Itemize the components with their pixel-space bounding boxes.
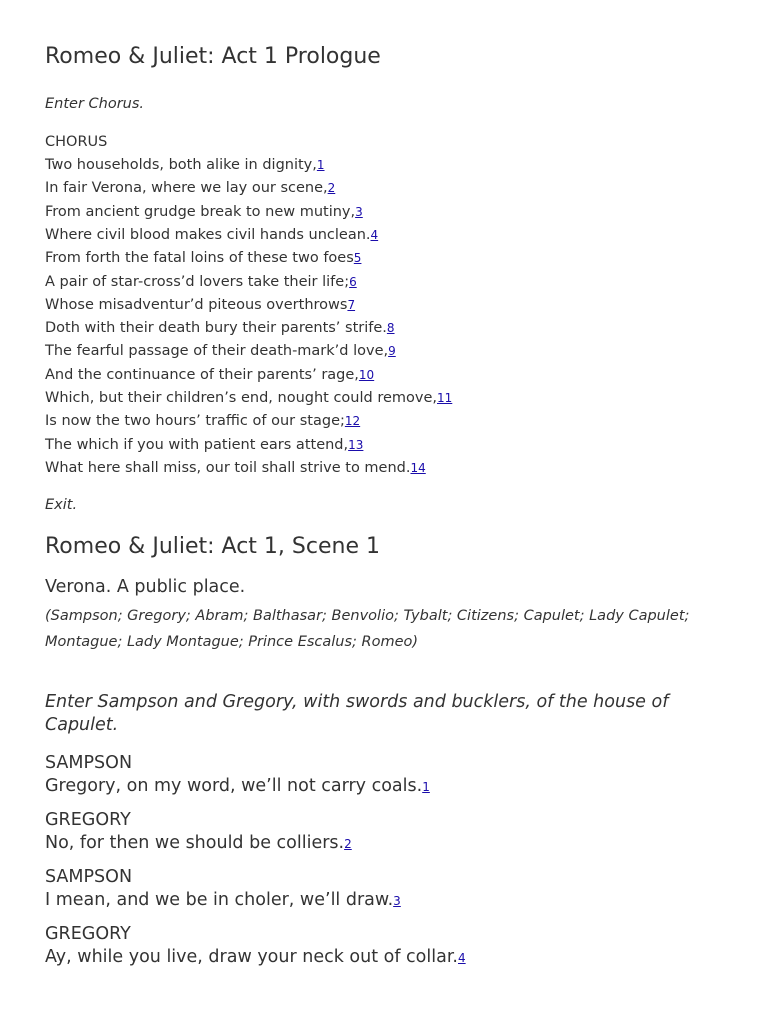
verse-line [45, 460, 426, 476]
dialogue-line [45, 890, 401, 910]
dialogue-line [45, 776, 430, 796]
footnote-link[interactable]: 10 [358, 368, 375, 382]
chorus-speaker: CHORUS [45, 134, 108, 150]
verse-line [45, 320, 395, 336]
stage-direction-enter: Enter Sampson and Gregory, with swords and bucklers, of the house of Capulet. [45, 692, 669, 735]
speaker-name: SAMPSON [45, 867, 133, 887]
verse-line [45, 180, 335, 196]
footnote-link[interactable]: 12 [344, 414, 361, 428]
footnote-link[interactable]: 4 [458, 951, 466, 965]
verse-text: And the continuance of their parents’ rage, [45, 367, 359, 383]
footnote-link[interactable]: 2 [327, 181, 336, 195]
footnote-link[interactable]: 5 [353, 251, 362, 265]
verse-line [45, 343, 396, 359]
footnote-link[interactable]: 13 [348, 438, 364, 452]
footnote-link[interactable]: 4 [370, 228, 379, 242]
dramatis-personae: (Sampson; Gregory; Abram; Balthasar; Benvolio; Tybalt; Citizens; Capulet; Lady Capulet; Montague; Lady Montague; Prince Escalus; Romeo) [45, 608, 690, 650]
verse-text: Whose misadventur’d piteous overthrows [45, 297, 348, 313]
footnote-link[interactable]: 14 [410, 461, 426, 475]
footnote-link[interactable]: 1 [422, 780, 430, 794]
verse-text: What here shall miss, our toil shall strive to mend. [45, 460, 411, 476]
footnote-link[interactable]: 3 [393, 894, 401, 908]
dialogue-line [45, 833, 352, 853]
footnote-link[interactable]: 11 [437, 391, 453, 405]
verse-line [45, 437, 363, 453]
footnote-link[interactable]: 7 [347, 298, 356, 312]
footnote-link[interactable]: 1 [316, 158, 325, 172]
verse-text: Which, but their children’s end, nought could remove, [45, 390, 437, 406]
stage-direction-enter: Enter Chorus. [45, 96, 145, 112]
stage-direction-exit: Exit. [45, 497, 78, 513]
verse-line [45, 297, 355, 313]
verse-line [45, 157, 325, 173]
verse-text: From ancient grudge break to new mutiny, [45, 204, 356, 220]
dialogue-text: I mean, and we be in choler, we’ll draw. [45, 890, 394, 910]
verse-text: In fair Verona, where we lay our scene, [45, 180, 328, 196]
footnote-link[interactable]: 9 [388, 344, 396, 358]
speaker-name: GREGORY [45, 924, 131, 944]
dialogue-text: Ay, while you live, draw your neck out of collar. [45, 947, 458, 967]
dialogue-text: Gregory, on my word, we’ll not carry coals. [45, 776, 423, 796]
verse-text: Where civil blood makes civil hands unclean. [45, 227, 371, 243]
verse-text: A pair of star-cross’d lovers take their life; [45, 274, 350, 290]
verse-line [45, 413, 360, 429]
verse-line [45, 367, 374, 383]
verse-text: Two households, both alike in dignity, [45, 157, 317, 173]
verse-line [45, 227, 378, 243]
verse-text: From forth the fatal loins of these two foes [45, 250, 354, 266]
verse-line [45, 204, 363, 220]
verse-line [45, 250, 361, 266]
verse-text: The which if you with patient ears attend, [45, 437, 349, 453]
verse-line [45, 274, 357, 290]
scene-setting: Verona. A public place. [45, 577, 246, 597]
dialogue-line [45, 947, 466, 967]
verse-line [45, 390, 452, 406]
footnote-link[interactable]: 6 [349, 275, 357, 289]
footnote-link[interactable]: 2 [344, 837, 352, 851]
scene-title: Romeo & Juliet: Act 1, Scene 1 [45, 534, 380, 559]
verse-text: Is now the two hours’ traffic of our stage; [45, 413, 345, 429]
verse-text: Doth with their death bury their parents’ strife. [45, 320, 387, 336]
footnote-link[interactable]: 8 [386, 321, 395, 335]
verse-text: The fearful passage of their death-mark’d love, [45, 343, 389, 359]
prologue-title: Romeo & Juliet: Act 1 Prologue [45, 44, 381, 69]
speaker-name: SAMPSON [45, 753, 133, 773]
footnote-link[interactable]: 3 [355, 205, 363, 219]
dialogue-text: No, for then we should be colliers. [45, 833, 345, 853]
speaker-name: GREGORY [45, 810, 131, 830]
